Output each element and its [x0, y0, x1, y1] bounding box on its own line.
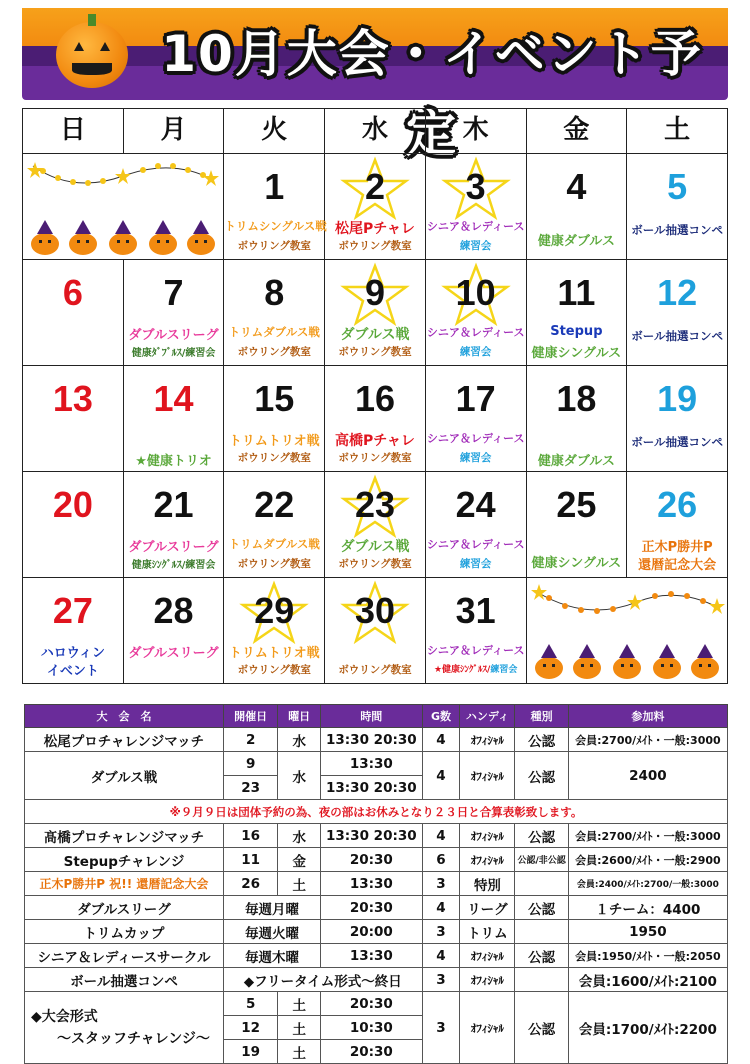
handicap: トリム [460, 920, 515, 944]
table-row [25, 896, 728, 920]
day-number: 15 [254, 378, 295, 419]
handicap: ｵﾌｨｼｬﾙ [460, 992, 515, 1064]
weekday-fri: 金 [526, 109, 627, 154]
day-number: 16 [354, 378, 395, 419]
event-date: 毎週木曜 [223, 944, 320, 968]
event-sub-label: ボウリング教室 [237, 558, 311, 570]
day-number: 1 [264, 166, 285, 207]
event-weekday: 水 [278, 728, 321, 752]
category: 公認 [515, 896, 568, 920]
event-date: 16 [223, 824, 277, 848]
event-label: シニア＆レディース [426, 432, 525, 445]
weekday-wed: 水 [325, 109, 426, 154]
col-header: 時間 [321, 705, 423, 728]
day-cell[interactable] [23, 472, 124, 578]
game-count: 3 [422, 920, 460, 944]
game-count: 4 [422, 944, 460, 968]
table-header-row [25, 705, 728, 728]
event-sub-label: ボウリング教室 [338, 558, 412, 570]
garland-pumpkins-decoration [527, 578, 727, 683]
event-sub-label: イベント [46, 664, 99, 679]
event-sub-label: ボウリング教室 [237, 240, 311, 252]
event-label: 松尾Pチャレ [335, 221, 415, 237]
day-number: 18 [556, 378, 597, 419]
category: 公認 [515, 944, 568, 968]
day-number: 3 [465, 166, 486, 207]
entry-fee: 1950 [568, 920, 727, 944]
day-number: 8 [264, 272, 285, 313]
event-label: 正木P勝井P [641, 540, 713, 555]
day-number: 6 [62, 272, 83, 313]
day-cell[interactable] [23, 578, 124, 684]
time-slot: 20:30 [373, 779, 417, 796]
calendar-week [23, 366, 728, 472]
day-number: 11 [557, 272, 596, 313]
event-date: 2 [223, 728, 277, 752]
halloween-decoration [23, 154, 224, 260]
col-header: 開催日 [223, 705, 277, 728]
event-sub-label: 練習会 [459, 346, 492, 358]
day-number: 24 [455, 484, 496, 525]
event-sub-label: ボウリング教室 [237, 452, 311, 464]
day-cell[interactable] [425, 260, 526, 366]
pumpkin-icon [56, 22, 128, 88]
event-label: シニア＆レディース [426, 326, 525, 339]
event-name: 松尾プロチャレンジマッチ [25, 728, 224, 752]
table-row [25, 848, 728, 872]
calendar-grid [22, 108, 728, 684]
event-name: ダブルス戦 [25, 752, 224, 800]
category [515, 968, 568, 992]
day-cell[interactable] [325, 578, 426, 684]
day-number: 17 [455, 378, 496, 419]
event-label: トリムダブルス戦 [228, 537, 320, 551]
event-date: 12 [223, 1016, 277, 1040]
category [515, 920, 568, 944]
calendar-week [23, 154, 728, 260]
time-slot: 13:30 [325, 779, 369, 796]
table-row [25, 728, 728, 752]
event-sub-label: ボウリング教室 [338, 664, 412, 676]
time-slot: 13:30 [325, 827, 369, 844]
handicap: ｵﾌｨｼｬﾙ [460, 728, 515, 752]
event-sub-label: ボウリング教室 [338, 240, 412, 252]
day-cell[interactable] [526, 472, 627, 578]
table-row [25, 944, 728, 968]
event-weekday: 水 [278, 752, 321, 800]
day-cell[interactable] [23, 366, 124, 472]
event-time [321, 728, 423, 752]
event-sub-label: 健康ﾀﾞﾌﾞﾙｽ/練習会 [131, 348, 216, 359]
game-count: 3 [422, 992, 460, 1064]
event-name: トリムカップ [25, 920, 224, 944]
event-time: 10:30 [321, 1016, 423, 1040]
event-weekday: 金 [278, 848, 321, 872]
event-date: 26 [223, 872, 277, 896]
day-number: 28 [153, 590, 194, 631]
event-label: シニア＆レディース [426, 538, 525, 551]
entry-fee: 会員:2700/ﾒｲﾄ・一般:3000 [568, 728, 727, 752]
col-header: 大 会 名 [25, 705, 224, 728]
col-header: G数 [422, 705, 460, 728]
table-row [25, 920, 728, 944]
event-date: 毎週月曜 [223, 896, 320, 920]
event-label: ダブルスリーグ [128, 328, 219, 343]
event-label: 高橋Pチャレ [335, 433, 415, 449]
weekday-sun: 日 [23, 109, 124, 154]
day-number: 13 [52, 378, 93, 419]
entry-fee: 会員:1600/ﾒｲﾄ:2100 [568, 968, 727, 992]
event-sub-label: ボウリング教室 [237, 346, 311, 358]
game-count: 3 [422, 872, 460, 896]
event-name-line: ◆大会形式 [31, 1008, 98, 1025]
day-cell[interactable] [425, 154, 526, 260]
day-cell[interactable] [325, 366, 426, 472]
event-name: シニア＆レディースサークル [25, 944, 224, 968]
day-number: 10 [455, 272, 496, 313]
table-row [25, 968, 728, 992]
day-cell[interactable] [224, 154, 325, 260]
event-sub-label-part: ★健康ｼﾝｸﾞﾙｽ/ [433, 665, 491, 675]
day-cell[interactable] [627, 472, 728, 578]
day-cell[interactable] [224, 366, 325, 472]
header-banner [22, 8, 728, 163]
day-number: 22 [254, 484, 295, 525]
entry-fee: 2400 [568, 752, 727, 800]
event-weekday: 土 [278, 872, 321, 896]
event-label: トリムトリオ戦 [228, 646, 320, 661]
halloween-decoration [526, 578, 727, 684]
day-cell[interactable] [123, 260, 224, 366]
day-cell[interactable] [224, 472, 325, 578]
event-sub-label: 健康シングルス [531, 346, 622, 361]
event-label: 健康ダブルス [537, 234, 615, 249]
event-time: 20:30 [321, 896, 423, 920]
table-note-row [25, 800, 728, 824]
day-cell[interactable] [526, 260, 627, 366]
day-cell[interactable] [123, 472, 224, 578]
event-sub-label: 練習会 [459, 240, 492, 252]
event-date: 5 [223, 992, 277, 1016]
event-sub-label: ボウリング教室 [338, 346, 412, 358]
event-name: 髙橋プロチャレンジマッチ [25, 824, 224, 848]
event-date: 23 [223, 776, 277, 800]
event-date: 19 [223, 1040, 277, 1064]
event-weekday: 土 [278, 992, 321, 1016]
event-date: 9 [223, 752, 277, 776]
calendar-week [23, 578, 728, 684]
event-sub-label: 還暦記念大会 [638, 558, 717, 573]
weekday-header-row [23, 109, 728, 154]
event-sub-label: ボウリング教室 [237, 664, 311, 676]
event-sub-label [426, 662, 526, 675]
handicap: ｵﾌｨｼｬﾙ [460, 968, 515, 992]
event-time: 13:30 [321, 944, 423, 968]
event-label: ダブルスリーグ [128, 540, 219, 555]
event-label: ボール抽選コンペ [631, 435, 723, 449]
event-label: シニア＆レディース [426, 220, 525, 233]
event-sub-label: 練習会 [459, 558, 492, 570]
day-number: 5 [667, 166, 688, 207]
game-count: 3 [422, 968, 460, 992]
handicap: ｵﾌｨｼｬﾙ [460, 944, 515, 968]
entry-fee: 会員:2600/ﾒｲﾄ・一般:2900 [568, 848, 727, 872]
handicap: ｵﾌｨｼｬﾙ [460, 824, 515, 848]
weekday-sat: 土 [627, 109, 728, 154]
day-number: 12 [657, 272, 698, 313]
day-number: 31 [455, 590, 496, 631]
game-count: 6 [422, 848, 460, 872]
event-time [321, 776, 423, 800]
col-header: 種別 [515, 705, 568, 728]
category: 公認 [515, 728, 568, 752]
category: 公認 [515, 752, 568, 800]
category: 公認 [515, 824, 568, 848]
game-count: 4 [422, 824, 460, 848]
calendar-week [23, 472, 728, 578]
day-number: 2 [364, 166, 385, 207]
event-label: 健康シングルス [531, 556, 622, 571]
event-label: ダブルス戦 [340, 539, 410, 555]
event-name: ダブルスリーグ [25, 896, 224, 920]
handicap: リーグ [460, 896, 515, 920]
time-slot: 20:30 [373, 827, 417, 844]
game-count: 4 [422, 752, 460, 800]
day-cell[interactable] [325, 260, 426, 366]
event-label: トリムトリオ戦 [228, 434, 320, 449]
day-number: 25 [556, 484, 597, 525]
day-cell[interactable] [224, 578, 325, 684]
event-label: ★健康トリオ [135, 454, 212, 469]
table-row [25, 824, 728, 848]
event-time: 13:30 [321, 752, 423, 776]
game-count: 4 [422, 896, 460, 920]
event-sub-label: 健康ｼﾝｸﾞﾙｽ/練習会 [131, 560, 216, 571]
event-label: ボール抽選コンペ [631, 329, 723, 343]
event-name: Stepupチャレンジ [25, 848, 224, 872]
event-weekday: 土 [278, 1016, 321, 1040]
entry-fee: 会員:1700/ﾒｲﾄ:2200 [568, 992, 727, 1064]
weekday-mon: 月 [123, 109, 224, 154]
event-date: 毎週火曜 [223, 920, 320, 944]
table-row [25, 752, 728, 776]
col-header: 曜日 [278, 705, 321, 728]
category: 公認/非公認 [515, 848, 568, 872]
day-cell[interactable] [425, 578, 526, 684]
day-number: 14 [153, 378, 194, 419]
day-number: 19 [657, 378, 698, 419]
entry-fee: 会員:2700/ﾒｲﾄ・一般:3000 [568, 824, 727, 848]
weekday-tue: 火 [224, 109, 325, 154]
event-sub-label: ボウリング教室 [338, 452, 412, 464]
time-slot: 13:30 [325, 731, 369, 748]
event-label: ダブルスリーグ [128, 646, 219, 661]
day-cell[interactable] [425, 366, 526, 472]
event-date: 11 [223, 848, 277, 872]
page-title: 10月大会・イベント予定 [161, 25, 703, 163]
event-sub-label-part: 練習会 [490, 665, 518, 675]
event-label: 健康ダブルス [537, 454, 615, 469]
day-cell[interactable] [325, 472, 426, 578]
handicap: 特別 [460, 872, 515, 896]
day-cell[interactable] [325, 154, 426, 260]
event-name-line: ～スタッフチャレンジ～ [57, 1030, 210, 1047]
event-sub-label: 練習会 [459, 452, 492, 464]
handicap: ｵﾌｨｼｬﾙ [460, 752, 515, 800]
day-cell[interactable] [526, 154, 627, 260]
entry-fee: 会員:2400/ﾒｲﾄ:2700/一般:3000 [568, 872, 727, 896]
category [515, 872, 568, 896]
day-cell[interactable] [627, 154, 728, 260]
event-time: 20:30 [321, 848, 423, 872]
day-number: 4 [566, 166, 587, 207]
day-cell[interactable] [425, 472, 526, 578]
weekday-thu: 木 [425, 109, 526, 154]
day-number: 21 [153, 484, 194, 525]
day-number: 27 [52, 590, 93, 631]
event-weekday: 土 [278, 1040, 321, 1064]
day-cell[interactable] [23, 260, 124, 366]
event-time: 20:00 [321, 920, 423, 944]
col-header: 参加料 [568, 705, 727, 728]
event-time: 20:30 [321, 1040, 423, 1064]
day-cell[interactable] [123, 366, 224, 472]
day-cell[interactable] [224, 260, 325, 366]
event-label: ボール抽選コンペ [631, 223, 723, 237]
day-number: 20 [52, 484, 93, 525]
day-cell[interactable] [627, 366, 728, 472]
day-number: 23 [354, 484, 395, 525]
event-name [25, 992, 224, 1064]
table-row [25, 872, 728, 896]
event-time: 20:30 [321, 992, 423, 1016]
day-number: 30 [354, 590, 395, 631]
event-label: ハロウィン [40, 646, 105, 661]
event-name: ボール抽選コンペ [25, 968, 224, 992]
event-weekday: 水 [278, 824, 321, 848]
calendar-week [23, 260, 728, 366]
event-schedule: ◆フリータイム形式～終日 [223, 968, 422, 992]
event-time: 13:30 [321, 872, 423, 896]
schedule-note: ※９月９日は団体予約の為、夜の部はお休みとなり２３日と合算表彰致します。 [25, 800, 728, 824]
table-row [25, 992, 728, 1016]
day-number: 26 [657, 484, 698, 525]
col-header: ハンディ [460, 705, 515, 728]
day-number: 29 [254, 590, 295, 631]
day-number: 9 [364, 272, 385, 313]
event-label: Stepup [550, 324, 603, 339]
day-cell[interactable] [526, 366, 627, 472]
event-label: ダブルス戦 [340, 327, 410, 343]
day-cell[interactable] [627, 260, 728, 366]
event-label: シニア＆レディース [426, 644, 525, 657]
tournament-info-table [24, 704, 728, 1064]
time-slot: 20:30 [373, 731, 417, 748]
day-number: 7 [163, 272, 184, 313]
entry-fee: 会員:1950/ﾒｲﾄ・一般:2050 [568, 944, 727, 968]
event-time [321, 824, 423, 848]
event-label: トリムシングルス戦 [224, 219, 327, 233]
event-label: トリムダブルス戦 [228, 325, 320, 339]
event-name: 正木P勝井P 祝!! 還暦記念大会 [25, 872, 224, 896]
day-cell[interactable] [123, 578, 224, 684]
garland-pumpkins-decoration [23, 154, 223, 259]
handicap: ｵﾌｨｼｬﾙ [460, 848, 515, 872]
game-count: 4 [422, 728, 460, 752]
category: 公認 [515, 992, 568, 1064]
entry-fee: １チーム：4400 [568, 896, 727, 920]
